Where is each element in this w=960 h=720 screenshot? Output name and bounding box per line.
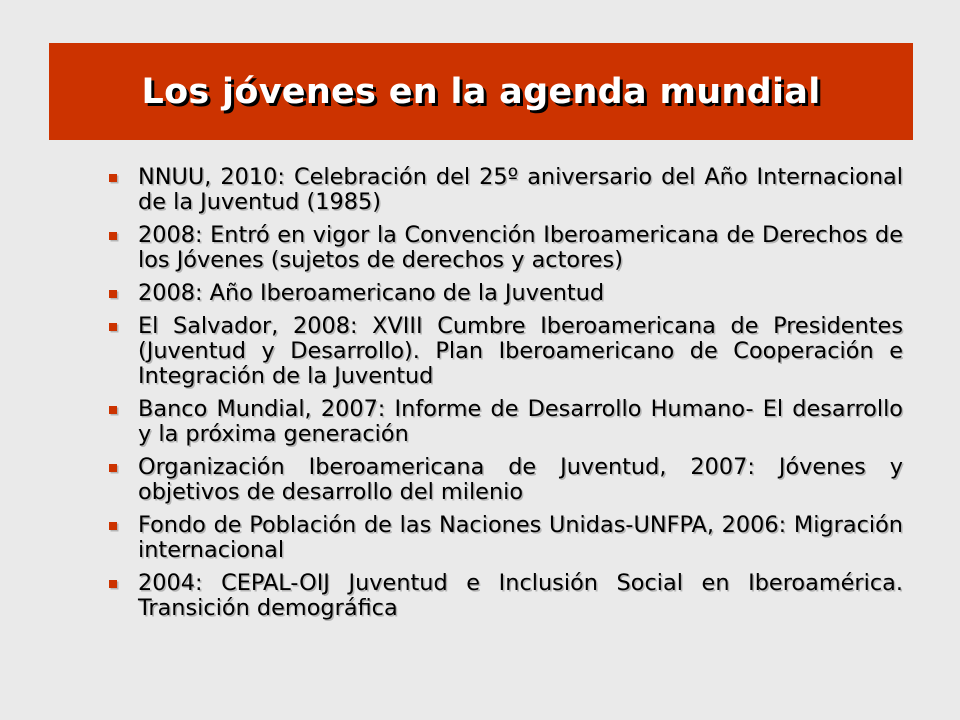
bullet-item — [108, 455, 903, 505]
bullet-item — [108, 165, 903, 215]
square-bullet-icon — [109, 580, 117, 588]
square-bullet-icon — [109, 406, 117, 414]
square-bullet-icon — [109, 290, 117, 298]
bullet-text: Banco Mundial, 2007: Informe de Desarrollo Humano- El desarrollo y la próxima generación — [138, 396, 903, 447]
bullet-text: 2008: Entró en vigor la Convención Iberoamericana de Derechos de los Jóvenes (sujetos de derechos y actores) — [138, 222, 903, 273]
bullet-list — [108, 165, 903, 629]
bullet-text: Fondo de Población de las Naciones Unidas-UNFPA, 2006: Migración internacional — [138, 512, 903, 563]
bullet-text: El Salvador, 2008: XVIII Cumbre Iberoamericana de Presidentes (Juventud y Desarrollo). Plan Iberoamericano de Cooperación e Integración de la Juventud — [138, 313, 903, 389]
bullet-item — [108, 223, 903, 273]
bullet-text: NNUU, 2010: Celebración del 25º aniversario del Año Internacional de la Juventud (1985) — [138, 164, 903, 215]
square-bullet-icon — [109, 522, 117, 530]
bullet-text: Organización Iberoamericana de Juventud, 2007: Jóvenes y objetivos de desarrollo del milenio — [138, 454, 903, 505]
slide-title: Los jóvenes en la agenda mundial — [141, 71, 821, 112]
bullet-item — [108, 314, 903, 389]
bullet-text: 2004: CEPAL-OIJ Juventud e Inclusión Social en Iberoamérica. Transición demográfica — [138, 570, 903, 621]
square-bullet-icon — [109, 174, 117, 182]
square-bullet-icon — [109, 232, 117, 240]
bullet-text: 2008: Año Iberoamericano de la Juventud — [138, 280, 605, 306]
bullet-item — [108, 513, 903, 563]
bullet-item — [108, 397, 903, 447]
bullet-item — [108, 281, 903, 306]
square-bullet-icon — [109, 464, 117, 472]
title-bar — [49, 43, 913, 140]
square-bullet-icon — [109, 323, 117, 331]
bullet-item — [108, 571, 903, 621]
